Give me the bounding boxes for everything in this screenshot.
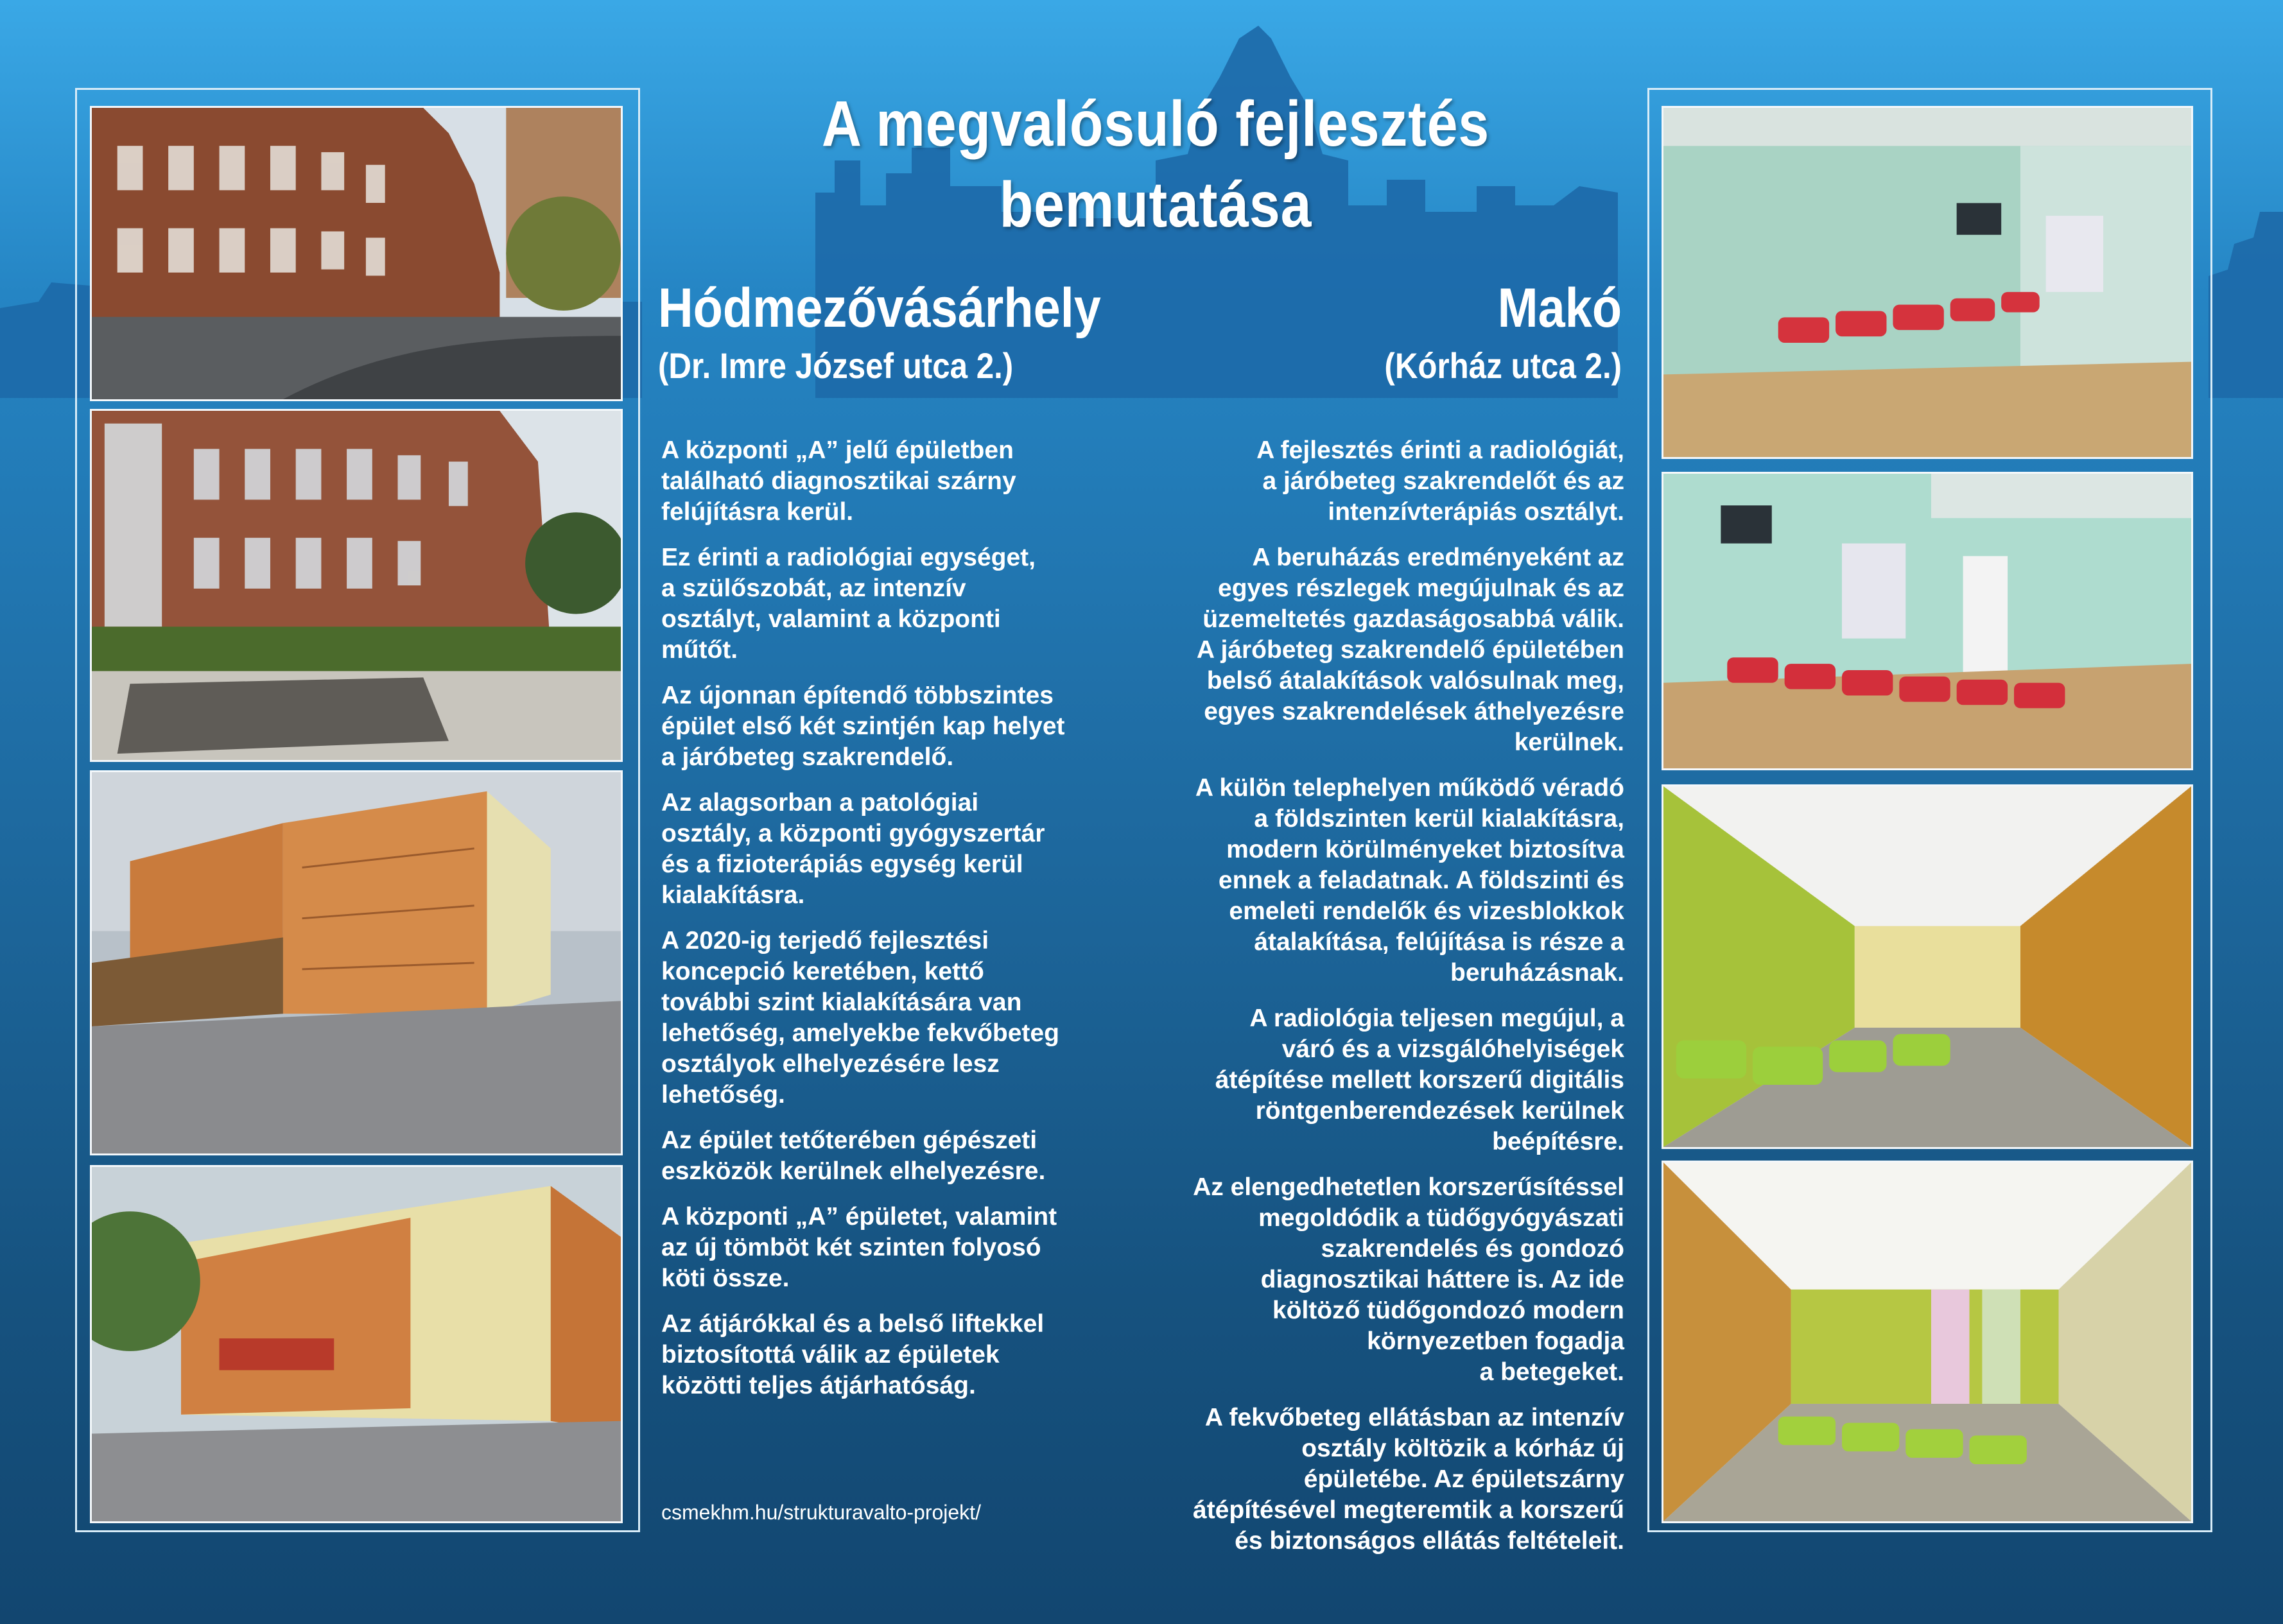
project-url[interactable]: csmekhm.hu/strukturavalto-projekt/ (661, 1501, 981, 1524)
left-text-column (661, 435, 1149, 1416)
right-paragraph: A fekvőbeteg ellátásban az intenzív osztály költözik a kórház új épületébe. Az épületszárny átépítésével megteremtik a korszerű és biztonságos ellátás feltételeit. (1193, 1404, 1624, 1555)
page-title (714, 83, 1597, 245)
new-building-render-1 (90, 770, 623, 1155)
new-building-render-2 (90, 1165, 623, 1523)
left-paragraph: Az épület tetőterében gépészeti eszközök kerülnek elhelyezésre. (661, 1127, 1046, 1185)
hospital-courtyard-photo (90, 409, 623, 762)
page-title-line-1: A megvalósuló fejlesztés (821, 88, 1490, 160)
right-city-heading (1384, 276, 1622, 392)
left-city-heading (658, 276, 1101, 392)
waiting-room-render-2 (1662, 1161, 2193, 1523)
right-paragraph: A beruházás eredményeként az egyes részlegek megújulnak és az üzemeltetés gazdaságosabbá válik. A járóbeteg szakrendelő épületében belső átalakítások valósulnak meg, egyes szakrendelések áthelyezésre kerülnek. (1196, 544, 1624, 756)
right-paragraph: A radiológia teljesen megújul, a váró és a vizsgálóhelyiségek átépítése mellett korszerű digitális röntgenberendezések kerülnek beépítésre. (1215, 1005, 1624, 1155)
right-city-address: (Kórház utca 2.) (1384, 345, 1622, 386)
left-city-address: (Dr. Imre József utca 2.) (658, 345, 1014, 386)
left-city-name: Hódmezővásárhely (658, 277, 1101, 339)
waiting-room-photo-2 (1662, 472, 2193, 770)
left-paragraph: A központi „A” épületet, valamint az új tömböt két szinten folyosó köti össze. (661, 1203, 1057, 1292)
left-paragraph: Ez érinti a radiológiai egységet, a szülőszobát, az intenzív osztályt, valamint a központi műtőt. (661, 544, 1036, 664)
waiting-room-render-1 (1662, 784, 2193, 1149)
right-paragraph: A külön telephelyen működő véradó a földszinten kerül kialakításra, modern körülményeket biztosítva ennek a feladatnak. A földszinti és emeleti rendelők és vizesblokkok átalakítása, felújítása is része a beruházásnak. (1195, 774, 1624, 987)
left-paragraph: Az átjárókkal és a belső liftekkel biztosítottá válik az épületek közötti teljes átjárhatóság. (661, 1310, 1045, 1399)
hospital-exterior-photo (90, 106, 623, 401)
left-paragraph: Az alagsorban a patológiai osztály, a központi gyógyszertár és a fizioterápiás egység kerül kialakításra. (661, 789, 1045, 909)
right-paragraph: Az elengedhetetlen korszerűsítéssel megoldódik a tüdőgyógyászati szakrendelés és gondozó diagnosztikai háttere is. Az ide költöző tüdőgondozó modern környezetben fogadja a betegeket. (1193, 1173, 1624, 1386)
right-paragraph: A fejlesztés érinti a radiológiát, a járóbeteg szakrendelőt és az intenzívterápiás osztályt. (1256, 436, 1624, 526)
right-city-name: Makó (1497, 277, 1622, 339)
waiting-room-photo-1 (1662, 106, 2193, 459)
left-paragraph: Az újonnan építendő többszintes épület első két szintjén kap helyet a járóbeteg szakrendelő. (661, 682, 1065, 771)
left-paragraph: A központi „A” jelű épületben található diagnosztikai szárny felújításra kerül. (661, 436, 1016, 526)
left-paragraph: A 2020-ig terjedő fejlesztési koncepció keretében, kettő további szint kialakítására van lehetőség, amelyekbe fekvőbeteg osztályok elhelyezésére lesz lehetőség. (661, 927, 1059, 1109)
page-title-line-2: bemutatása (999, 169, 1312, 241)
right-text-column (1136, 435, 1624, 1571)
